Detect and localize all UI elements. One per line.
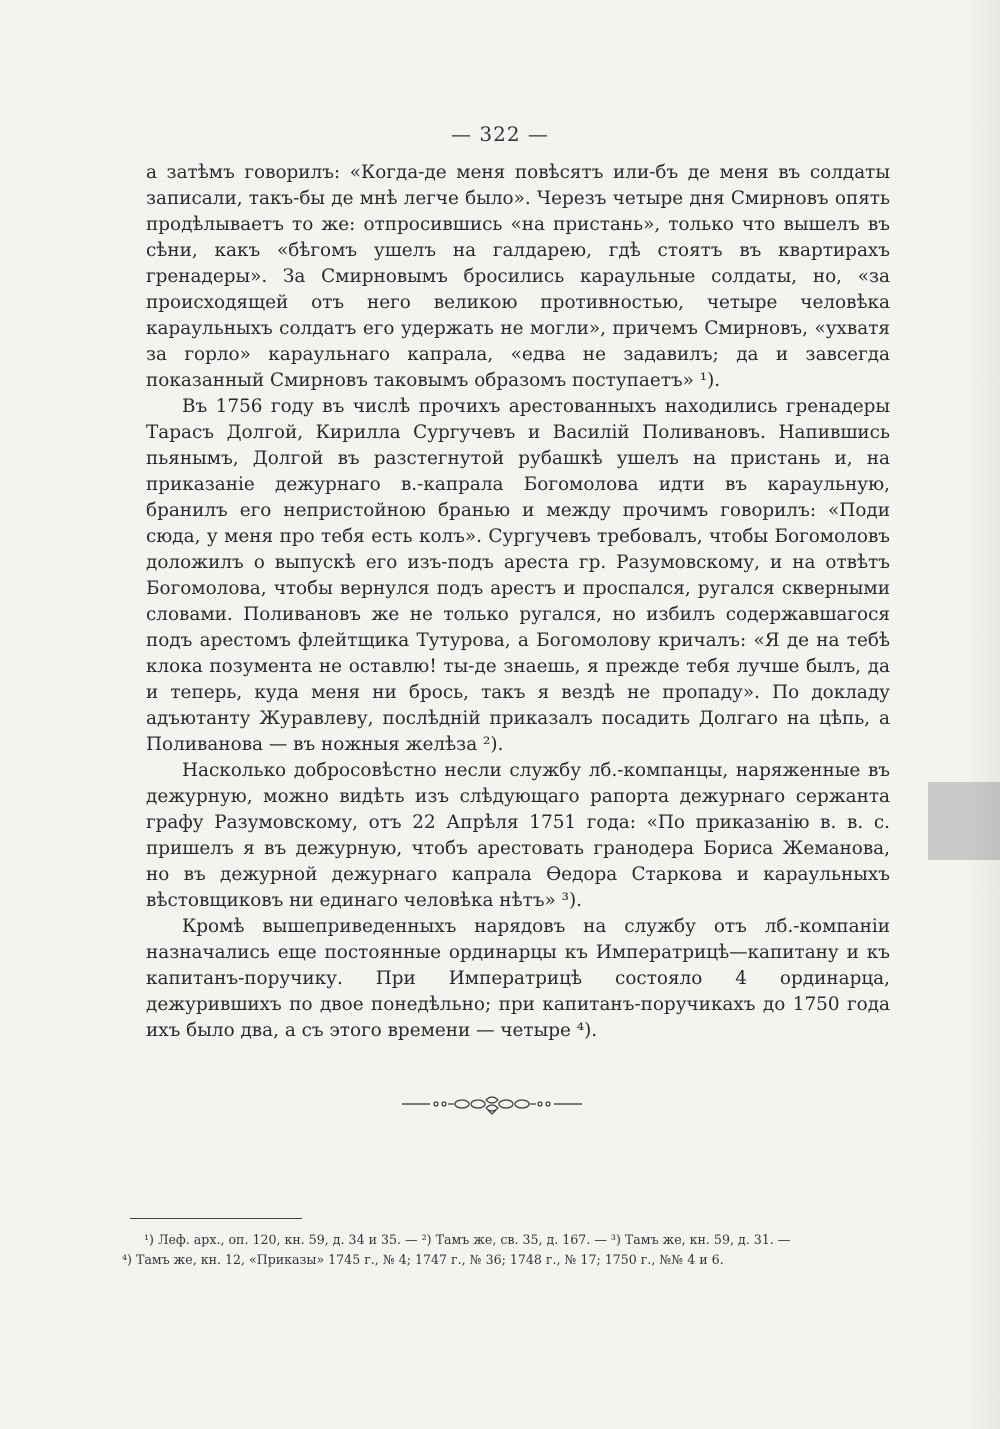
page-number: — 322 — (451, 122, 549, 146)
body-text (146, 160, 890, 1044)
decorative-flourish-icon (400, 1092, 584, 1116)
paragraph-2: Въ 1756 году въ числѣ прочихъ арестованныхъ находились гренадеры Тарасъ Долгой, Кирилла Сургучевъ и Василій Поливановъ. Напившись пьянымъ, Долгой въ разстегнутой рубашкѣ ушелъ на пристань и, на приказаніе дежурнаго в.-капрала Богомолова идти въ караульную, бранилъ его непристойною бранью и между прочимъ говорилъ: «Поди сюда, у меня про тебя есть колъ». Сургучевъ требовалъ, чтобы Богомоловъ доложилъ о выпускѣ его изъ-подъ ареста гр. Разумовскому, и на отвѣтъ Богомолова, чтобы вернулся подъ арестъ и проспался, ругался скверными словами. Поливановъ же не только ругался, но избилъ содержавшагося подъ арестомъ флейтщика Тутурова, а Богомолову кричалъ: «Я де на тебѣ клока позумента не оставлю! ты-де знаешь, я прежде тебя лучше былъ, да и теперь, куда меня ни брось, такъ я вездѣ не пропаду». По докладу адъютанту Журавлеву, послѣдній приказалъ посадить Долгаго на цѣпь, а Поливанова — въ ножныя желѣза ²). (146, 396, 890, 755)
paragraph-4: Кромѣ вышеприведенныхъ нарядовъ на службу отъ лб.-компаніи назначались еще постоянные ординарцы къ Императрицѣ—капитану и къ капитанъ-поручику. При Императрицѣ состояло 4 ординарца, дежурившихъ по двое понедѣльно; при капитанъ-поручикахъ до 1750 года ихъ было два, а съ этого времени — четыре ⁴). (146, 916, 890, 1041)
paragraph-3: Насколько добросовѣстно несли службу лб.-компанцы, наряженные въ дежурную, можно видѣть изъ слѣдующаго рапорта дежурнаго сержанта графу Разумовскому, отъ 22 Апрѣля 1751 года: «По приказанію в. в. с. пришелъ я въ дежурную, чтобъ арестовать гранодера Бориса Жеманова, но въ дежурной дежурнаго капрала Ѳедора Старкова и караульныхъ вѣстовщиковъ ни единаго человѣка нѣтъ» ³). (146, 760, 890, 911)
footnote-line-2: ⁴) Тамъ же, кн. 12, «Приказы» 1745 г., № 4; 1747 г., № 36; 1748 г., № 17; 1750 г., №№ 4 и 6. (122, 1252, 724, 1267)
footnote-line-1: ¹) Леф. арх., оп. 120, кн. 59, д. 34 и 35. — ²) Тамъ же, св. 35, д. 167. — ³) Тамъ же, кн. 59, д. 31. — (144, 1232, 791, 1247)
paragraph-1: а затѣмъ говорилъ: «Когда-де меня повѣсятъ или-бъ де меня въ солдаты записали, такъ-бы де мнѣ легче было». Черезъ четыре дня Смирновъ опять продѣлываетъ то же: отпросившись «на пристань», только что вышелъ въ сѣни, какъ «бѣгомъ ушелъ на галдарею, гдѣ стоятъ въ квартирахъ гренадеры». За Смирновымъ бросились караульные солдаты, но, «за происходящей отъ него великою противностью, четыре человѣка караульныхъ солдатъ его удержать не могли», причемъ Смирновъ, «ухватя за горло» караульнаго капрала, «едва не задавилъ; да и завсегда показанный Смирновъ таковымъ образомъ поступаетъ» ¹). (146, 162, 890, 391)
footnote-divider (130, 1218, 302, 1219)
footnotes (122, 1230, 872, 1270)
page-edge-shadow (968, 0, 1000, 1429)
